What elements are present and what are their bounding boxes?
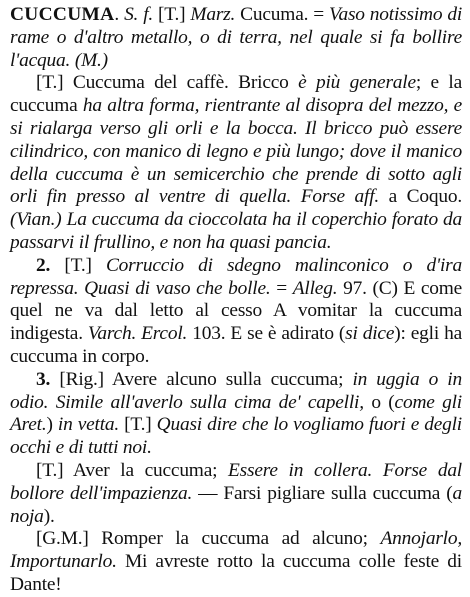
sense-2-paragraph [10,255,462,369]
text-run: ; e la cuccuma [10,72,463,117]
paragraph-text [10,72,462,253]
italic-text: in uggia o in odio. Simile all'averlo sulla cima de' capelli, [10,368,462,413]
paragraph-text [10,460,462,527]
italic-text: a noja [10,482,462,527]
text-run: Mi avreste rotto la cuccuma colle feste di Dante! [10,551,462,595]
italic-text: (M.) [70,49,108,71]
italic-text: La cuccuma da cioccolata ha il coperchio forato da passarvi il frullino, e non ha quasi pancia. [10,209,462,253]
paragraph-text [10,255,462,367]
text-run: [G.M.] Romper la cuccuma ad alcuno; [36,528,381,550]
italic-text: Essere in collera. Forse dal bollore dell'impazienza. [10,459,462,504]
italic-text: in vetta. [57,414,120,436]
text-run: Cucuma. = [235,4,329,25]
italic-text: Alleg. [292,277,338,299]
italic-text: (Vian.) [10,209,62,231]
paragraph-text [10,369,462,458]
part-of-speech: S. f. [124,4,154,25]
text-run: 97. (C) E come quel ne va dal letto al cesso A vomitar la cuccuma indigesta. [10,277,463,345]
text-run: [T.] Aver la cuccuma; [36,459,229,481]
text-run: 103. E se è adirato ( [187,323,346,345]
italic-text: Varch. Ercol. [87,323,188,345]
text-run: = [270,277,293,299]
text-run: [Rig.] Avere alcuno sulla cuccuma; [50,368,353,390]
italic-text: Vaso notissimo di rame o d'altro metallo, o di terra, nel quale si fa bollire l'acqua. [10,4,463,71]
text-run: o ( [363,391,395,413]
text-run: ) [46,414,58,436]
sense-number: 2. [36,254,51,276]
idiom-paragraph-2 [10,528,462,596]
italic-text: come gli Aret. [10,391,462,436]
entry-headword: CUCCUMA [10,4,115,25]
italic-text: si dice [345,323,395,345]
text-run: [T.] [158,4,191,25]
sense-number: 3. [36,368,51,390]
italic-text: Annojarlo, Importunarlo. [10,528,462,573]
entry-definition-paragraph: CUCCUMA. S. f. [T.] Marz. Cucuma. = Vaso notissimo di rame o d'altro metallo, o di terra, nel quale si fa bollire l'acqua. (M.) [10,4,463,71]
italic-text: Marz. [190,4,236,25]
text-run: — Farsi pigliare sulla cuccuma ( [192,482,453,504]
usage-note-paragraph [10,72,462,254]
text-run: [T.] [119,414,157,436]
sense-3-paragraph [10,369,462,460]
text-run: ). [43,505,55,527]
text-run: a Coquo. [379,186,462,208]
paragraph-text [10,528,462,595]
italic-text: ha altra forma, rientrante al disopra del mezzo, e si rialarga verso gli orli e la bocca. Il bricco può essere cilindrico, con manico di legno e più lungo; dove il manico della cuccuma è un semicerchio che prende di sotto agli orli fin presso al ventre di quella. Forse aff. [10,95,462,208]
italic-text: Corruccio di sdegno malinconico o d'ira repressa. Quasi di vaso che bolle. [10,254,462,299]
italic-text: è più generale [298,72,416,94]
italic-text: Quasi dire che lo vogliamo fuori e degli occhi e di tutti noi. [10,414,462,459]
text-run: [T.] Cuccuma del caffè. Bricco [36,72,299,94]
text-run: ): egli ha cuccuma in corpo. [10,323,462,367]
text-run: [T.] [50,254,106,276]
idiom-paragraph [10,460,462,528]
